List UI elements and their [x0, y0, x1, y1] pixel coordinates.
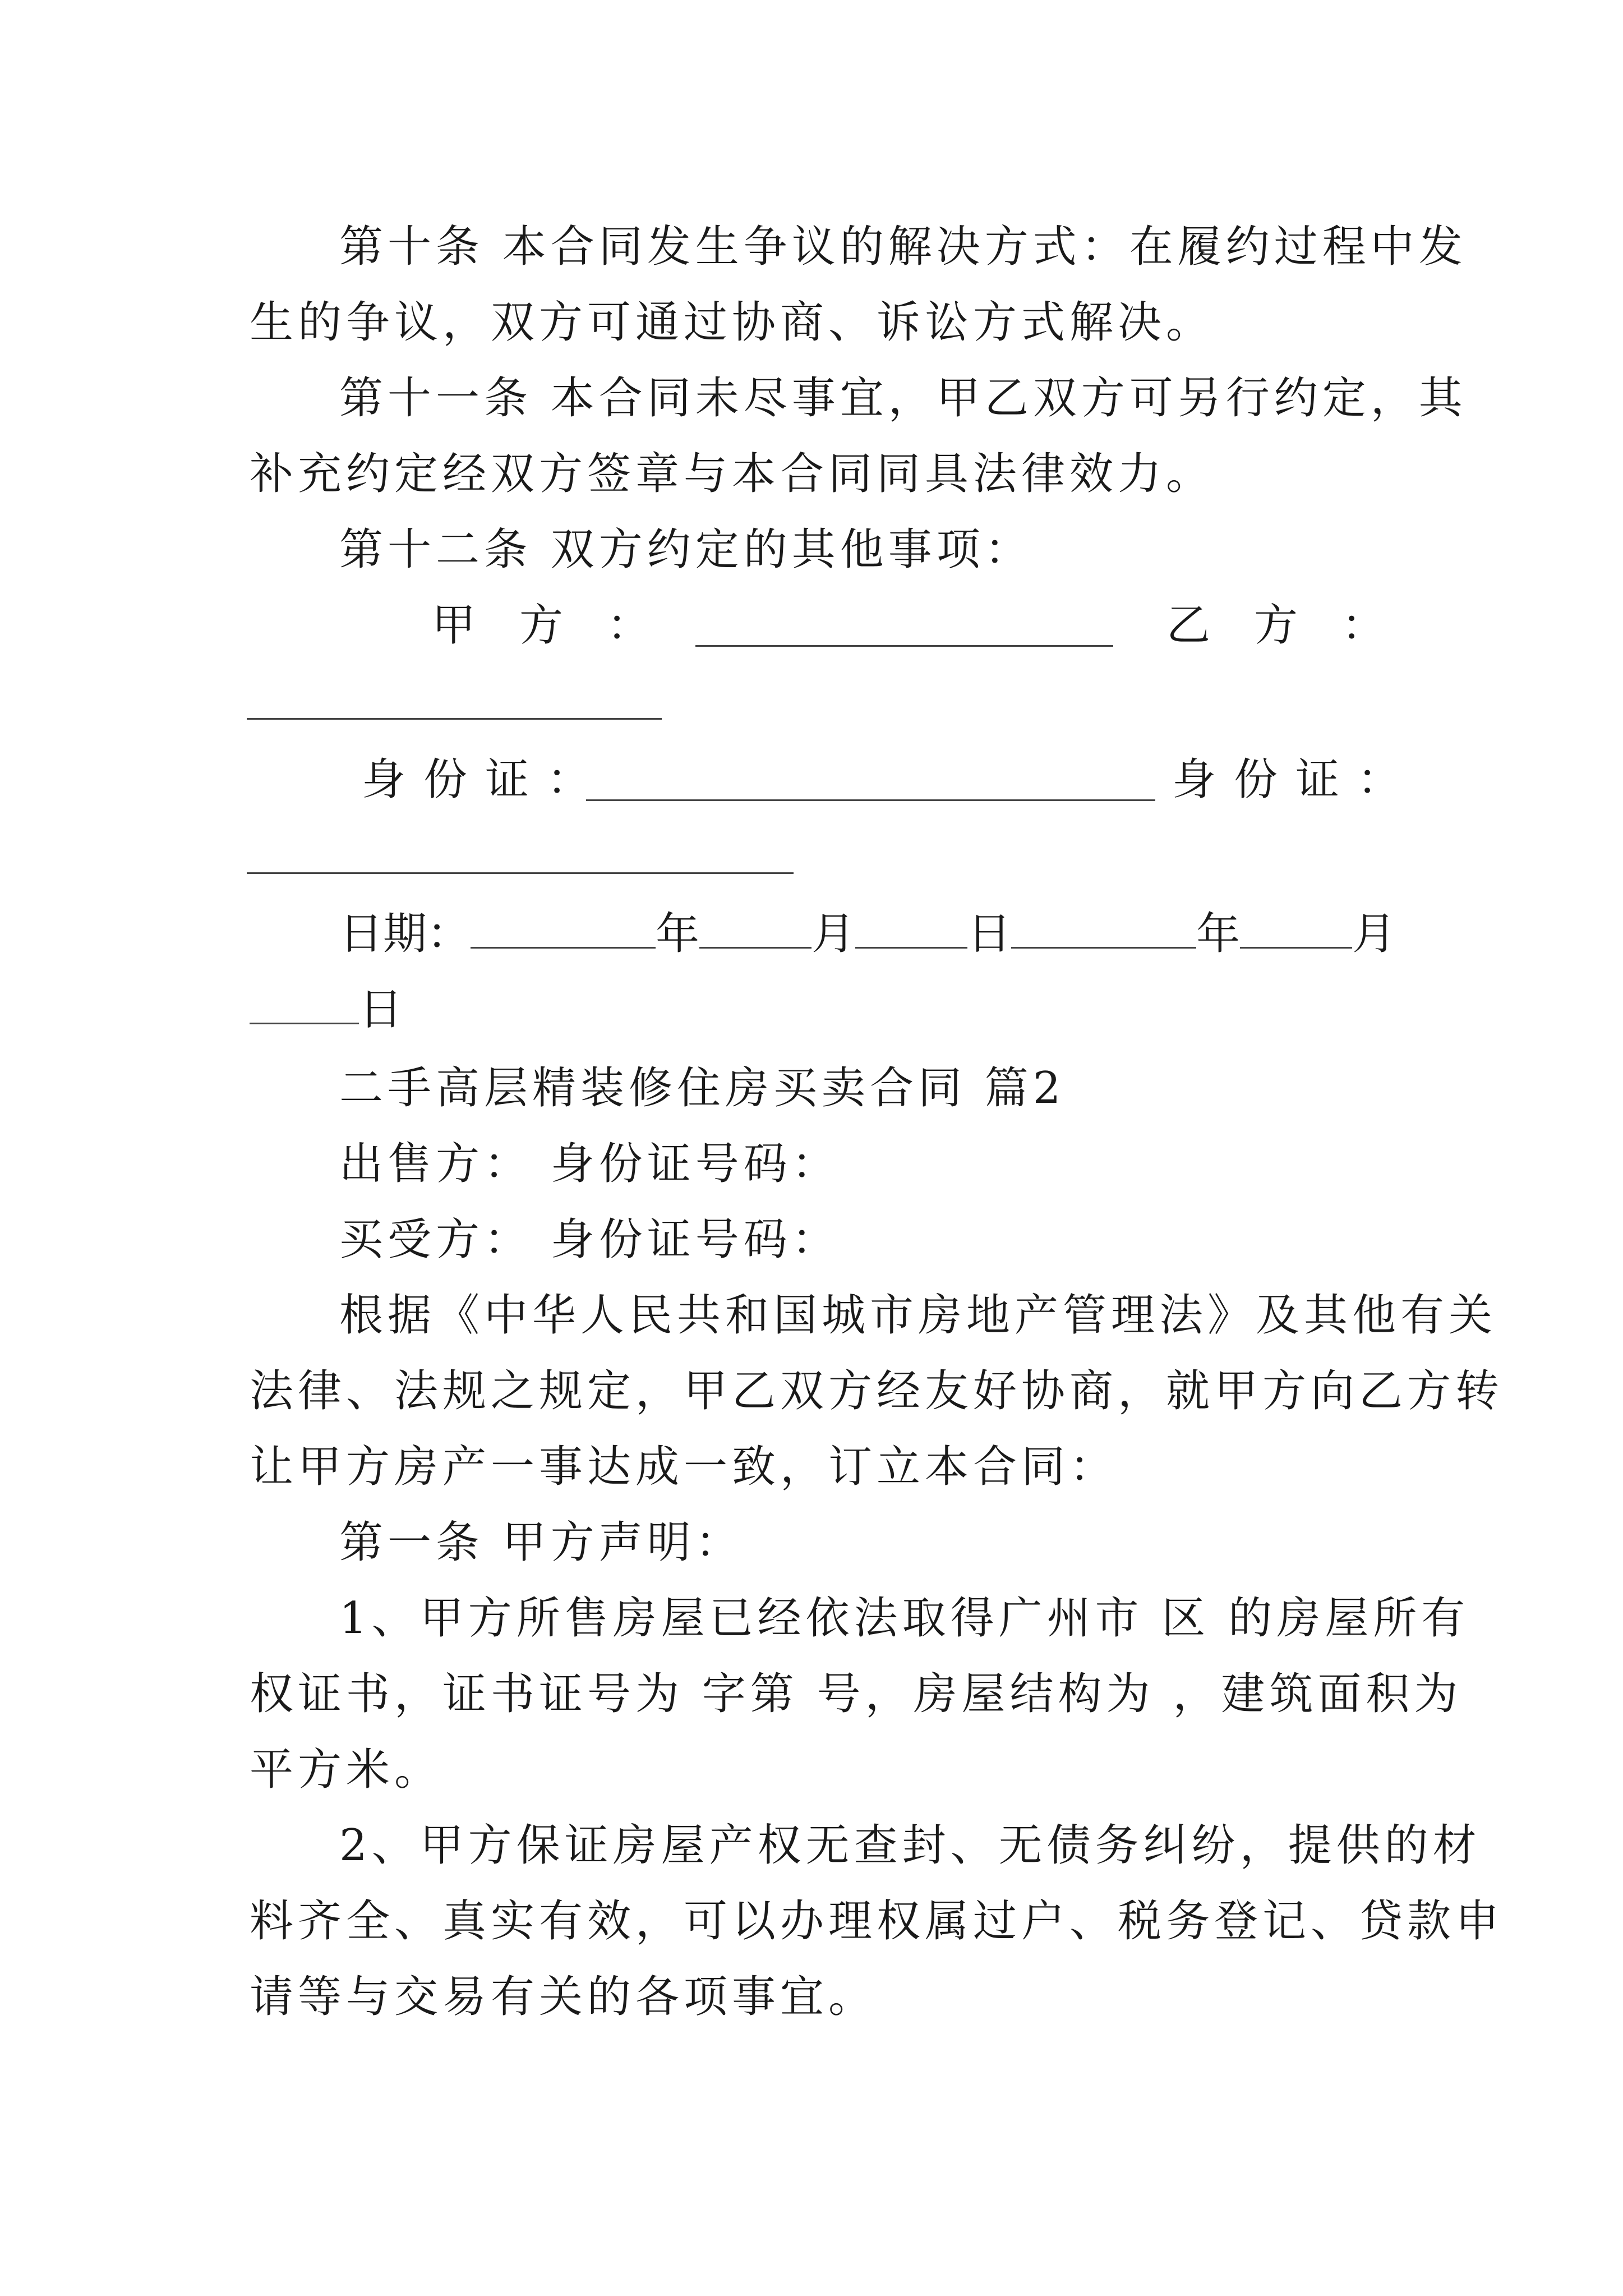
month-b-label: 月 [1352, 909, 1396, 959]
intro-text-2: 法律、法规之规定，甲乙双方经友好协商，就甲方向乙方转 [250, 1366, 1504, 1416]
article-10-text-1: 第十条 本合同发生争议的解决方式：在履约过程中发 [339, 222, 1467, 272]
id-b-line[interactable] [247, 872, 794, 874]
section2-title: 二手高层精装修住房买卖合同 篇2 [339, 1063, 1066, 1114]
date-row-2 [250, 982, 403, 1038]
month-a-label: 月 [811, 909, 856, 959]
seller-text: 出售方： 身份证号码： [339, 1139, 840, 1189]
item-1-text-2: 权证书，证书证号为 字第 号，房屋结构为 ，建筑面积为 [250, 1669, 1463, 1719]
item-1-text-3: 平方米。 [250, 1745, 443, 1795]
day-b-field[interactable] [250, 983, 359, 1024]
party-a-label: 甲方： [432, 600, 695, 651]
item-2-text-2: 料齐全、真实有效，可以办理权属过户、税务登记、贷款申 [250, 1896, 1504, 1947]
item-2-text-3: 请等与交易有关的各项事宜。 [250, 1972, 877, 2022]
article-11-text-2: 补充约定经双方签章与本合同同具法律效力。 [250, 449, 1215, 499]
article-11-text-1: 第十一条 本合同未尽事宜，甲乙双方可另行约定，其 [339, 373, 1467, 424]
article-1-text: 第一条 甲方声明： [339, 1517, 744, 1568]
item-1-text-1: 1、甲方所售房屋已经依法取得广州市 区 的房屋所有 [339, 1593, 1470, 1644]
id-label-b: 身份证： [1172, 754, 1419, 805]
year-a-label: 年 [656, 909, 700, 959]
month-b-field[interactable] [1240, 908, 1352, 949]
year-b-field[interactable] [1011, 908, 1196, 949]
year-a-field[interactable] [471, 908, 656, 949]
date-label: 日期： [339, 909, 471, 959]
day-b-label: 日 [359, 984, 403, 1035]
party-b-signature-line[interactable] [247, 718, 662, 720]
article-12-text: 第十二条 双方约定的其他事项： [339, 524, 1033, 575]
intro-text-1: 根据《中华人民共和国城市房地产管理法》及其他有关 [339, 1290, 1497, 1341]
day-a-field[interactable] [855, 908, 967, 949]
party-b-label: 乙方： [1166, 600, 1430, 651]
year-b-label: 年 [1196, 909, 1241, 959]
id-a-line[interactable] [586, 799, 1155, 801]
date-row [339, 906, 1396, 962]
id-label-a: 身份证： [362, 754, 609, 805]
month-a-field[interactable] [699, 908, 811, 949]
article-10-text-2: 生的争议，双方可通过协商、诉讼方式解决。 [250, 297, 1215, 348]
item-2-text-1: 2、甲方保证房屋产权无查封、无债务纠纷，提供的材 [339, 1820, 1481, 1871]
party-a-signature-line[interactable] [695, 645, 1113, 647]
intro-text-3: 让甲方房产一事达成一致，订立本合同： [250, 1442, 1118, 1492]
day-a-label: 日 [967, 909, 1012, 959]
buyer-text: 买受方： 身份证号码： [339, 1214, 840, 1265]
